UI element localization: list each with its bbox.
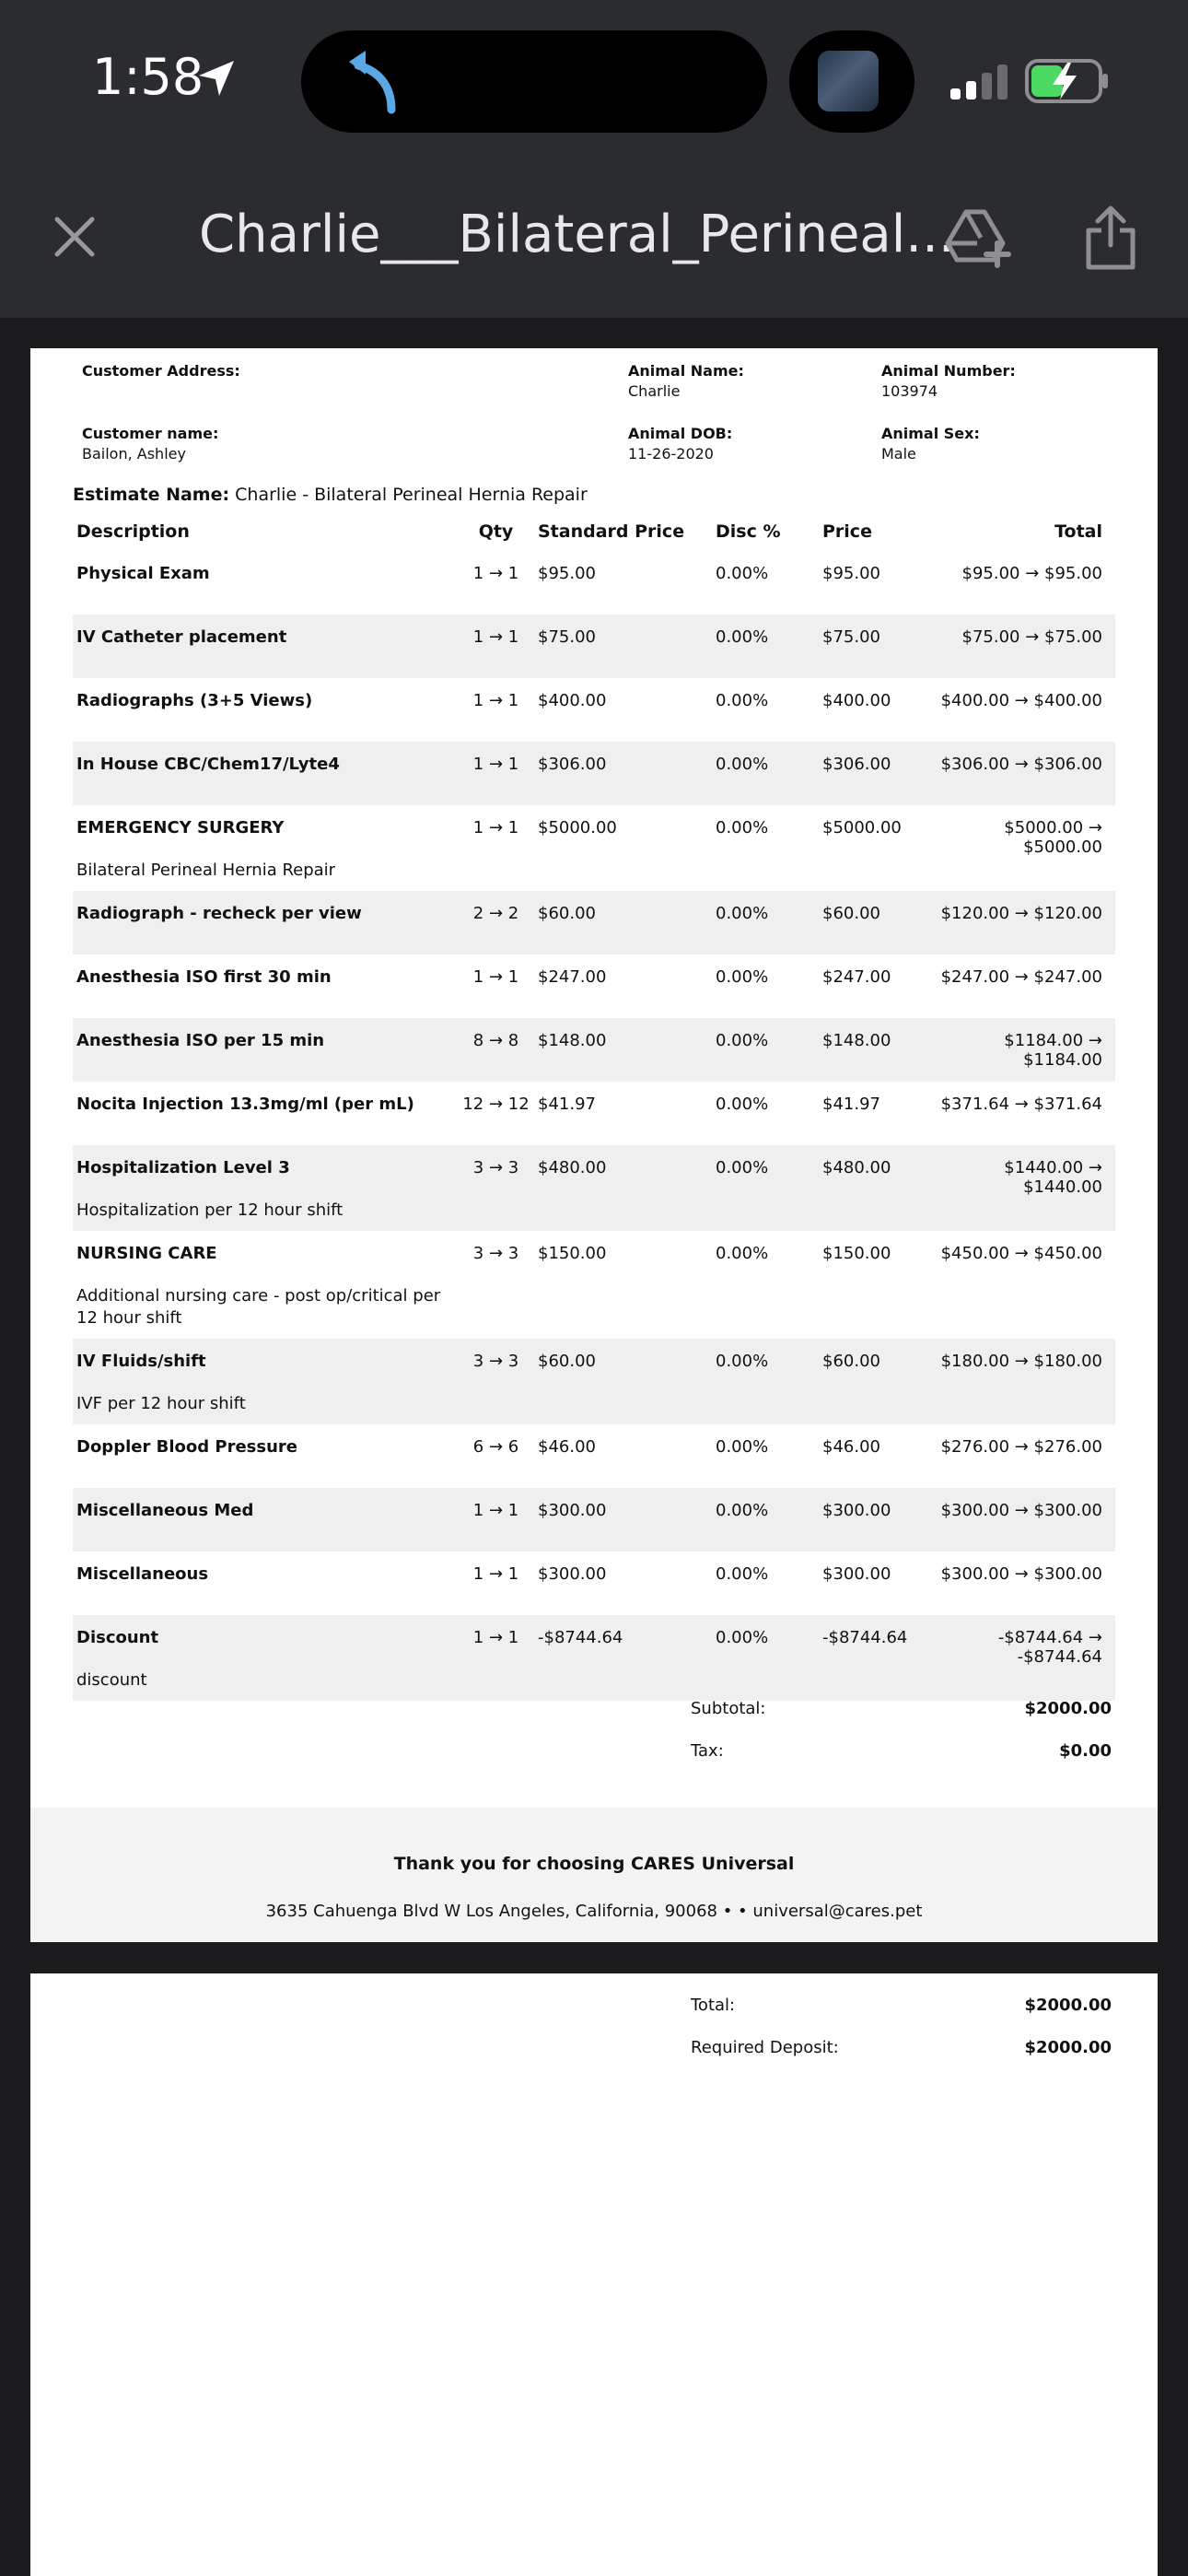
header-price: Price [822, 521, 872, 542]
status-time: 1:58 [92, 48, 204, 106]
line-item-price [819, 1018, 935, 1082]
estimate-table [73, 512, 1115, 1701]
line-item-price [819, 1145, 935, 1231]
line-item-price [819, 1339, 935, 1424]
line-item-qty-text: 1 → 1 [472, 691, 519, 710]
line-item-disc [712, 615, 819, 678]
table-row [73, 1082, 1115, 1145]
deposit-value: $2000.00 [1024, 2038, 1112, 2057]
line-item-qty-text: 1 → 1 [472, 967, 519, 987]
line-item-disc-text: 0.00% [716, 1244, 769, 1263]
line-item-disc [712, 1488, 819, 1551]
line-item-qty-text: 3 → 3 [472, 1352, 519, 1371]
table-row [73, 1145, 1115, 1231]
table-row [73, 551, 1115, 615]
line-item-disc-text: 0.00% [716, 1564, 769, 1584]
line-item-qty-text: 8 → 8 [472, 1031, 519, 1050]
line-item-price-text: $41.97 [822, 1095, 880, 1114]
line-item-total [935, 1145, 1115, 1231]
line-item-description [73, 1231, 458, 1339]
line-item-standard-price-text: $46.00 [538, 1437, 596, 1457]
line-item-standard-price-text: -$8744.64 [538, 1628, 623, 1647]
line-item-description [73, 1615, 458, 1701]
line-item-disc [712, 1615, 819, 1701]
line-item-disc [712, 1082, 819, 1145]
line-item-qty [458, 1615, 534, 1701]
line-item-price-text: $480.00 [822, 1158, 891, 1177]
line-item-total-text: $180.00 → $180.00 [940, 1352, 1102, 1371]
line-item-price-text: $300.00 [822, 1501, 891, 1520]
line-item-qty [458, 1018, 534, 1082]
line-item-description-text: NURSING CARE [76, 1244, 217, 1263]
line-item-total [935, 1082, 1115, 1145]
deposit-label: Required Deposit: [691, 2038, 839, 2057]
line-item-disc [712, 954, 819, 1018]
line-item-disc [712, 1145, 819, 1231]
animal-number: Animal Number: 103974 [881, 362, 1016, 400]
table-row [73, 805, 1115, 891]
line-item-qty [458, 615, 534, 678]
header-disc: Disc % [716, 521, 781, 542]
line-item-standard-price-text: $148.00 [538, 1031, 607, 1050]
line-item-description-text: Radiographs (3+5 Views) [76, 691, 313, 710]
line-item-standard-price-text: $5000.00 [538, 818, 617, 837]
line-item-total-text: $300.00 → $300.00 [940, 1501, 1102, 1520]
line-item-note: Additional nursing care - post op/critical per 12 hour shift [76, 1286, 441, 1328]
line-item-price-text: $75.00 [822, 627, 880, 647]
line-item-description [73, 678, 458, 742]
line-item-standard-price [534, 678, 712, 742]
line-item-total [935, 805, 1115, 891]
line-item-qty [458, 1231, 534, 1339]
line-item-price [819, 551, 935, 615]
line-item-disc [712, 891, 819, 954]
line-item-total-text: $300.00 → $300.00 [940, 1564, 1102, 1584]
header-qty: Qty [478, 521, 514, 542]
footer-thanks: Thank you for choosing CARES Universal [393, 1854, 795, 1874]
back-arrow-icon[interactable] [345, 49, 401, 115]
line-item-description [73, 551, 458, 615]
document-title: Charlie___Bilateral_Perineal... [199, 205, 955, 264]
line-item-description-text: EMERGENCY SURGERY [76, 818, 285, 837]
header-total: Total [1054, 521, 1102, 542]
header-description: Description [76, 521, 190, 542]
tax-value: $0.00 [1059, 1741, 1112, 1761]
line-item-qty-text: 3 → 3 [472, 1158, 519, 1177]
line-item-description-text: IV Catheter placement [76, 627, 287, 647]
line-item-disc-text: 0.00% [716, 691, 769, 710]
line-item-total [935, 891, 1115, 954]
line-item-price [819, 1551, 935, 1615]
line-item-standard-price-text: $150.00 [538, 1244, 607, 1263]
line-item-qty-text: 6 → 6 [472, 1437, 519, 1457]
line-item-disc-text: 0.00% [716, 904, 769, 923]
line-item-qty [458, 1551, 534, 1615]
line-item-description [73, 615, 458, 678]
line-item-price [819, 1082, 935, 1145]
table-row [73, 1488, 1115, 1551]
line-item-qty [458, 1488, 534, 1551]
line-item-description-text: Anesthesia ISO first 30 min [76, 967, 332, 987]
line-item-qty [458, 954, 534, 1018]
table-header [73, 512, 1115, 551]
line-item-qty-text: 1 → 1 [472, 564, 519, 583]
location-arrow-icon [195, 57, 238, 100]
line-item-description [73, 1082, 458, 1145]
line-item-total-text: $1440.00 → $1440.00 [1004, 1158, 1102, 1197]
line-item-disc-text: 0.00% [716, 755, 769, 774]
line-item-disc-text: 0.00% [716, 1158, 769, 1177]
line-item-standard-price-text: $306.00 [538, 755, 607, 774]
line-item-price-text: $247.00 [822, 967, 891, 987]
line-item-price-text: $46.00 [822, 1437, 880, 1457]
line-item-description-text: Miscellaneous Med [76, 1501, 254, 1520]
line-item-disc [712, 1551, 819, 1615]
line-item-disc-text: 0.00% [716, 627, 769, 647]
line-item-note: discount [76, 1670, 147, 1690]
line-item-note: Hospitalization per 12 hour shift [76, 1200, 344, 1220]
line-item-disc [712, 742, 819, 805]
line-item-price [819, 891, 935, 954]
line-item-description-text: Nocita Injection 13.3mg/ml (per mL) [76, 1095, 414, 1114]
line-item-description [73, 891, 458, 954]
live-activity [789, 30, 914, 133]
line-item-price-text: $400.00 [822, 691, 891, 710]
table-row [73, 1424, 1115, 1488]
header-standard-price: Standard Price [538, 521, 685, 542]
line-item-qty-text: 12 → 12 [462, 1095, 530, 1114]
line-item-qty [458, 891, 534, 954]
line-item-standard-price-text: $400.00 [538, 691, 607, 710]
line-item-qty [458, 1339, 534, 1424]
line-item-price-text: $150.00 [822, 1244, 891, 1263]
line-item-total-text: $450.00 → $450.00 [940, 1244, 1102, 1263]
line-item-disc-text: 0.00% [716, 1437, 769, 1457]
line-item-description [73, 954, 458, 1018]
line-item-disc-text: 0.00% [716, 1031, 769, 1050]
table-row [73, 954, 1115, 1018]
line-item-price [819, 615, 935, 678]
line-item-description [73, 1018, 458, 1082]
animal-dob: Animal DOB: 11-26-2020 [628, 425, 733, 463]
line-item-qty-text: 1 → 1 [472, 755, 519, 774]
line-item-qty-text: 2 → 2 [472, 904, 519, 923]
line-item-description-text: Doppler Blood Pressure [76, 1437, 297, 1457]
line-item-price [819, 954, 935, 1018]
thumbnail-image [818, 51, 879, 111]
line-item-total [935, 1231, 1115, 1339]
share-icon[interactable] [1085, 205, 1136, 271]
line-item-disc-text: 0.00% [716, 818, 769, 837]
line-item-price [819, 1615, 935, 1701]
table-row [73, 1615, 1115, 1701]
line-item-disc [712, 1339, 819, 1424]
line-item-price-text: $300.00 [822, 1564, 891, 1584]
line-item-total-text: -$8744.64 → -$8744.64 [997, 1628, 1102, 1667]
line-item-disc-text: 0.00% [716, 1352, 769, 1371]
line-item-standard-price-text: $60.00 [538, 904, 596, 923]
line-item-qty [458, 551, 534, 615]
line-item-standard-price [534, 742, 712, 805]
document-footer [30, 1808, 1158, 1942]
line-item-standard-price-text: $480.00 [538, 1158, 607, 1177]
line-item-disc-text: 0.00% [716, 1501, 769, 1520]
line-item-price-text: -$8744.64 [822, 1628, 908, 1647]
battery-charging-icon [1025, 59, 1110, 103]
line-item-description-text: IV Fluids/shift [76, 1352, 206, 1371]
signal-icon [950, 64, 1009, 101]
line-item-total-text: $5000.00 → $5000.00 [1004, 818, 1102, 857]
line-item-disc-text: 0.00% [716, 967, 769, 987]
line-item-standard-price [534, 1339, 712, 1424]
dynamic-island [301, 30, 767, 133]
line-item-price-text: $5000.00 [822, 818, 902, 837]
line-item-disc-text: 0.00% [716, 1095, 769, 1114]
table-row [73, 742, 1115, 805]
animal-name: Animal Name: Charlie [628, 362, 744, 400]
line-item-total [935, 1424, 1115, 1488]
line-item-standard-price [534, 1488, 712, 1551]
line-item-total [935, 954, 1115, 1018]
line-item-disc [712, 1424, 819, 1488]
line-item-standard-price-text: $75.00 [538, 627, 596, 647]
estimate-name: Estimate Name: Charlie - Bilateral Perineal Hernia Repair [73, 485, 588, 505]
line-item-standard-price [534, 1551, 712, 1615]
line-item-total-text: $276.00 → $276.00 [940, 1437, 1102, 1457]
line-item-standard-price-text: $41.97 [538, 1095, 596, 1114]
line-item-total-text: $371.64 → $371.64 [940, 1095, 1102, 1114]
document-page-2 [30, 1973, 1158, 2576]
line-item-description [73, 1551, 458, 1615]
line-item-standard-price [534, 1231, 712, 1339]
line-item-total-text: $247.00 → $247.00 [940, 967, 1102, 987]
line-item-qty-text: 1 → 1 [472, 627, 519, 647]
line-item-total [935, 1018, 1115, 1082]
line-item-total-text: $120.00 → $120.00 [940, 904, 1102, 923]
line-item-standard-price [534, 1018, 712, 1082]
tax-label: Tax: [691, 1741, 724, 1761]
line-item-qty [458, 805, 534, 891]
close-icon[interactable] [52, 214, 98, 260]
customer-name: Customer name: Bailon, Ashley [82, 425, 219, 463]
line-item-note: Bilateral Perineal Hernia Repair [76, 861, 336, 880]
line-item-qty [458, 1145, 534, 1231]
line-item-description [73, 1424, 458, 1488]
line-item-description-text: Radiograph - recheck per view [76, 904, 362, 923]
table-row [73, 615, 1115, 678]
line-item-standard-price-text: $95.00 [538, 564, 596, 583]
customer-address: Customer Address: [82, 362, 240, 380]
line-item-qty-text: 1 → 1 [472, 1501, 519, 1520]
line-item-qty [458, 678, 534, 742]
table-row [73, 1018, 1115, 1082]
line-item-description-text: Physical Exam [76, 564, 210, 583]
table-row [73, 678, 1115, 742]
line-item-total [935, 615, 1115, 678]
line-item-qty-text: 3 → 3 [472, 1244, 519, 1263]
line-item-total-text: $95.00 → $95.00 [961, 564, 1102, 583]
line-item-price-text: $95.00 [822, 564, 880, 583]
line-item-total-text: $306.00 → $306.00 [940, 755, 1102, 774]
line-item-description-text: Anesthesia ISO per 15 min [76, 1031, 325, 1050]
line-item-note: IVF per 12 hour shift [76, 1394, 246, 1413]
line-item-price-text: $148.00 [822, 1031, 891, 1050]
line-item-price [819, 742, 935, 805]
line-item-disc [712, 805, 819, 891]
line-item-standard-price [534, 1145, 712, 1231]
line-item-qty-text: 1 → 1 [472, 818, 519, 837]
line-item-standard-price [534, 1082, 712, 1145]
line-item-price-text: $306.00 [822, 755, 891, 774]
line-item-description [73, 742, 458, 805]
line-item-price-text: $60.00 [822, 1352, 880, 1371]
line-item-disc [712, 551, 819, 615]
line-item-total [935, 742, 1115, 805]
animal-sex: Animal Sex: Male [881, 425, 980, 463]
line-item-qty [458, 1424, 534, 1488]
line-item-standard-price-text: $247.00 [538, 967, 607, 987]
line-item-standard-price [534, 551, 712, 615]
line-item-standard-price [534, 1615, 712, 1701]
table-row [73, 891, 1115, 954]
line-item-disc [712, 1231, 819, 1339]
line-item-qty-text: 1 → 1 [472, 1564, 519, 1584]
line-item-standard-price-text: $300.00 [538, 1564, 607, 1584]
footer-address: 3635 Cahuenga Blvd W Los Angeles, California, 90068 • • universal@cares.pet [265, 1902, 923, 1921]
line-item-standard-price [534, 615, 712, 678]
line-item-disc [712, 678, 819, 742]
line-item-standard-price-text: $300.00 [538, 1501, 607, 1520]
table-row [73, 1231, 1115, 1339]
line-item-total-text: $75.00 → $75.00 [961, 627, 1102, 647]
line-item-standard-price [534, 805, 712, 891]
add-to-drive-icon[interactable] [946, 208, 1010, 269]
line-item-description-text: Discount [76, 1628, 159, 1647]
total-label: Total: [691, 1996, 736, 2015]
line-item-total [935, 551, 1115, 615]
document-page-1 [30, 348, 1158, 1942]
line-item-disc [712, 1018, 819, 1082]
line-item-standard-price [534, 954, 712, 1018]
line-item-qty [458, 1082, 534, 1145]
line-item-description [73, 1488, 458, 1551]
line-item-disc-text: 0.00% [716, 1628, 769, 1647]
line-item-price [819, 1424, 935, 1488]
line-item-total [935, 1551, 1115, 1615]
line-item-total [935, 1615, 1115, 1701]
table-row [73, 1551, 1115, 1615]
line-item-price-text: $60.00 [822, 904, 880, 923]
line-item-standard-price [534, 1424, 712, 1488]
line-item-description-text: In House CBC/Chem17/Lyte4 [76, 755, 340, 774]
line-item-qty [458, 742, 534, 805]
line-item-total-text: $1184.00 → $1184.00 [1004, 1031, 1102, 1070]
subtotal-label: Subtotal: [691, 1699, 766, 1718]
line-item-description [73, 1339, 458, 1424]
line-item-description-text: Miscellaneous [76, 1564, 209, 1584]
line-item-price [819, 805, 935, 891]
line-item-price [819, 678, 935, 742]
line-item-total [935, 678, 1115, 742]
subtotal-value: $2000.00 [1024, 1699, 1112, 1718]
top-bar [0, 0, 1188, 318]
total-value: $2000.00 [1024, 1996, 1112, 2015]
line-item-total-text: $400.00 → $400.00 [940, 691, 1102, 710]
line-item-total [935, 1488, 1115, 1551]
line-item-disc-text: 0.00% [716, 564, 769, 583]
line-item-description-text: Hospitalization Level 3 [76, 1158, 290, 1177]
line-item-description [73, 805, 458, 891]
line-item-qty-text: 1 → 1 [472, 1628, 519, 1647]
line-item-standard-price [534, 891, 712, 954]
line-item-description [73, 1145, 458, 1231]
line-item-price [819, 1231, 935, 1339]
line-item-total [935, 1339, 1115, 1424]
line-item-price [819, 1488, 935, 1551]
table-row [73, 1339, 1115, 1424]
line-item-standard-price-text: $60.00 [538, 1352, 596, 1371]
